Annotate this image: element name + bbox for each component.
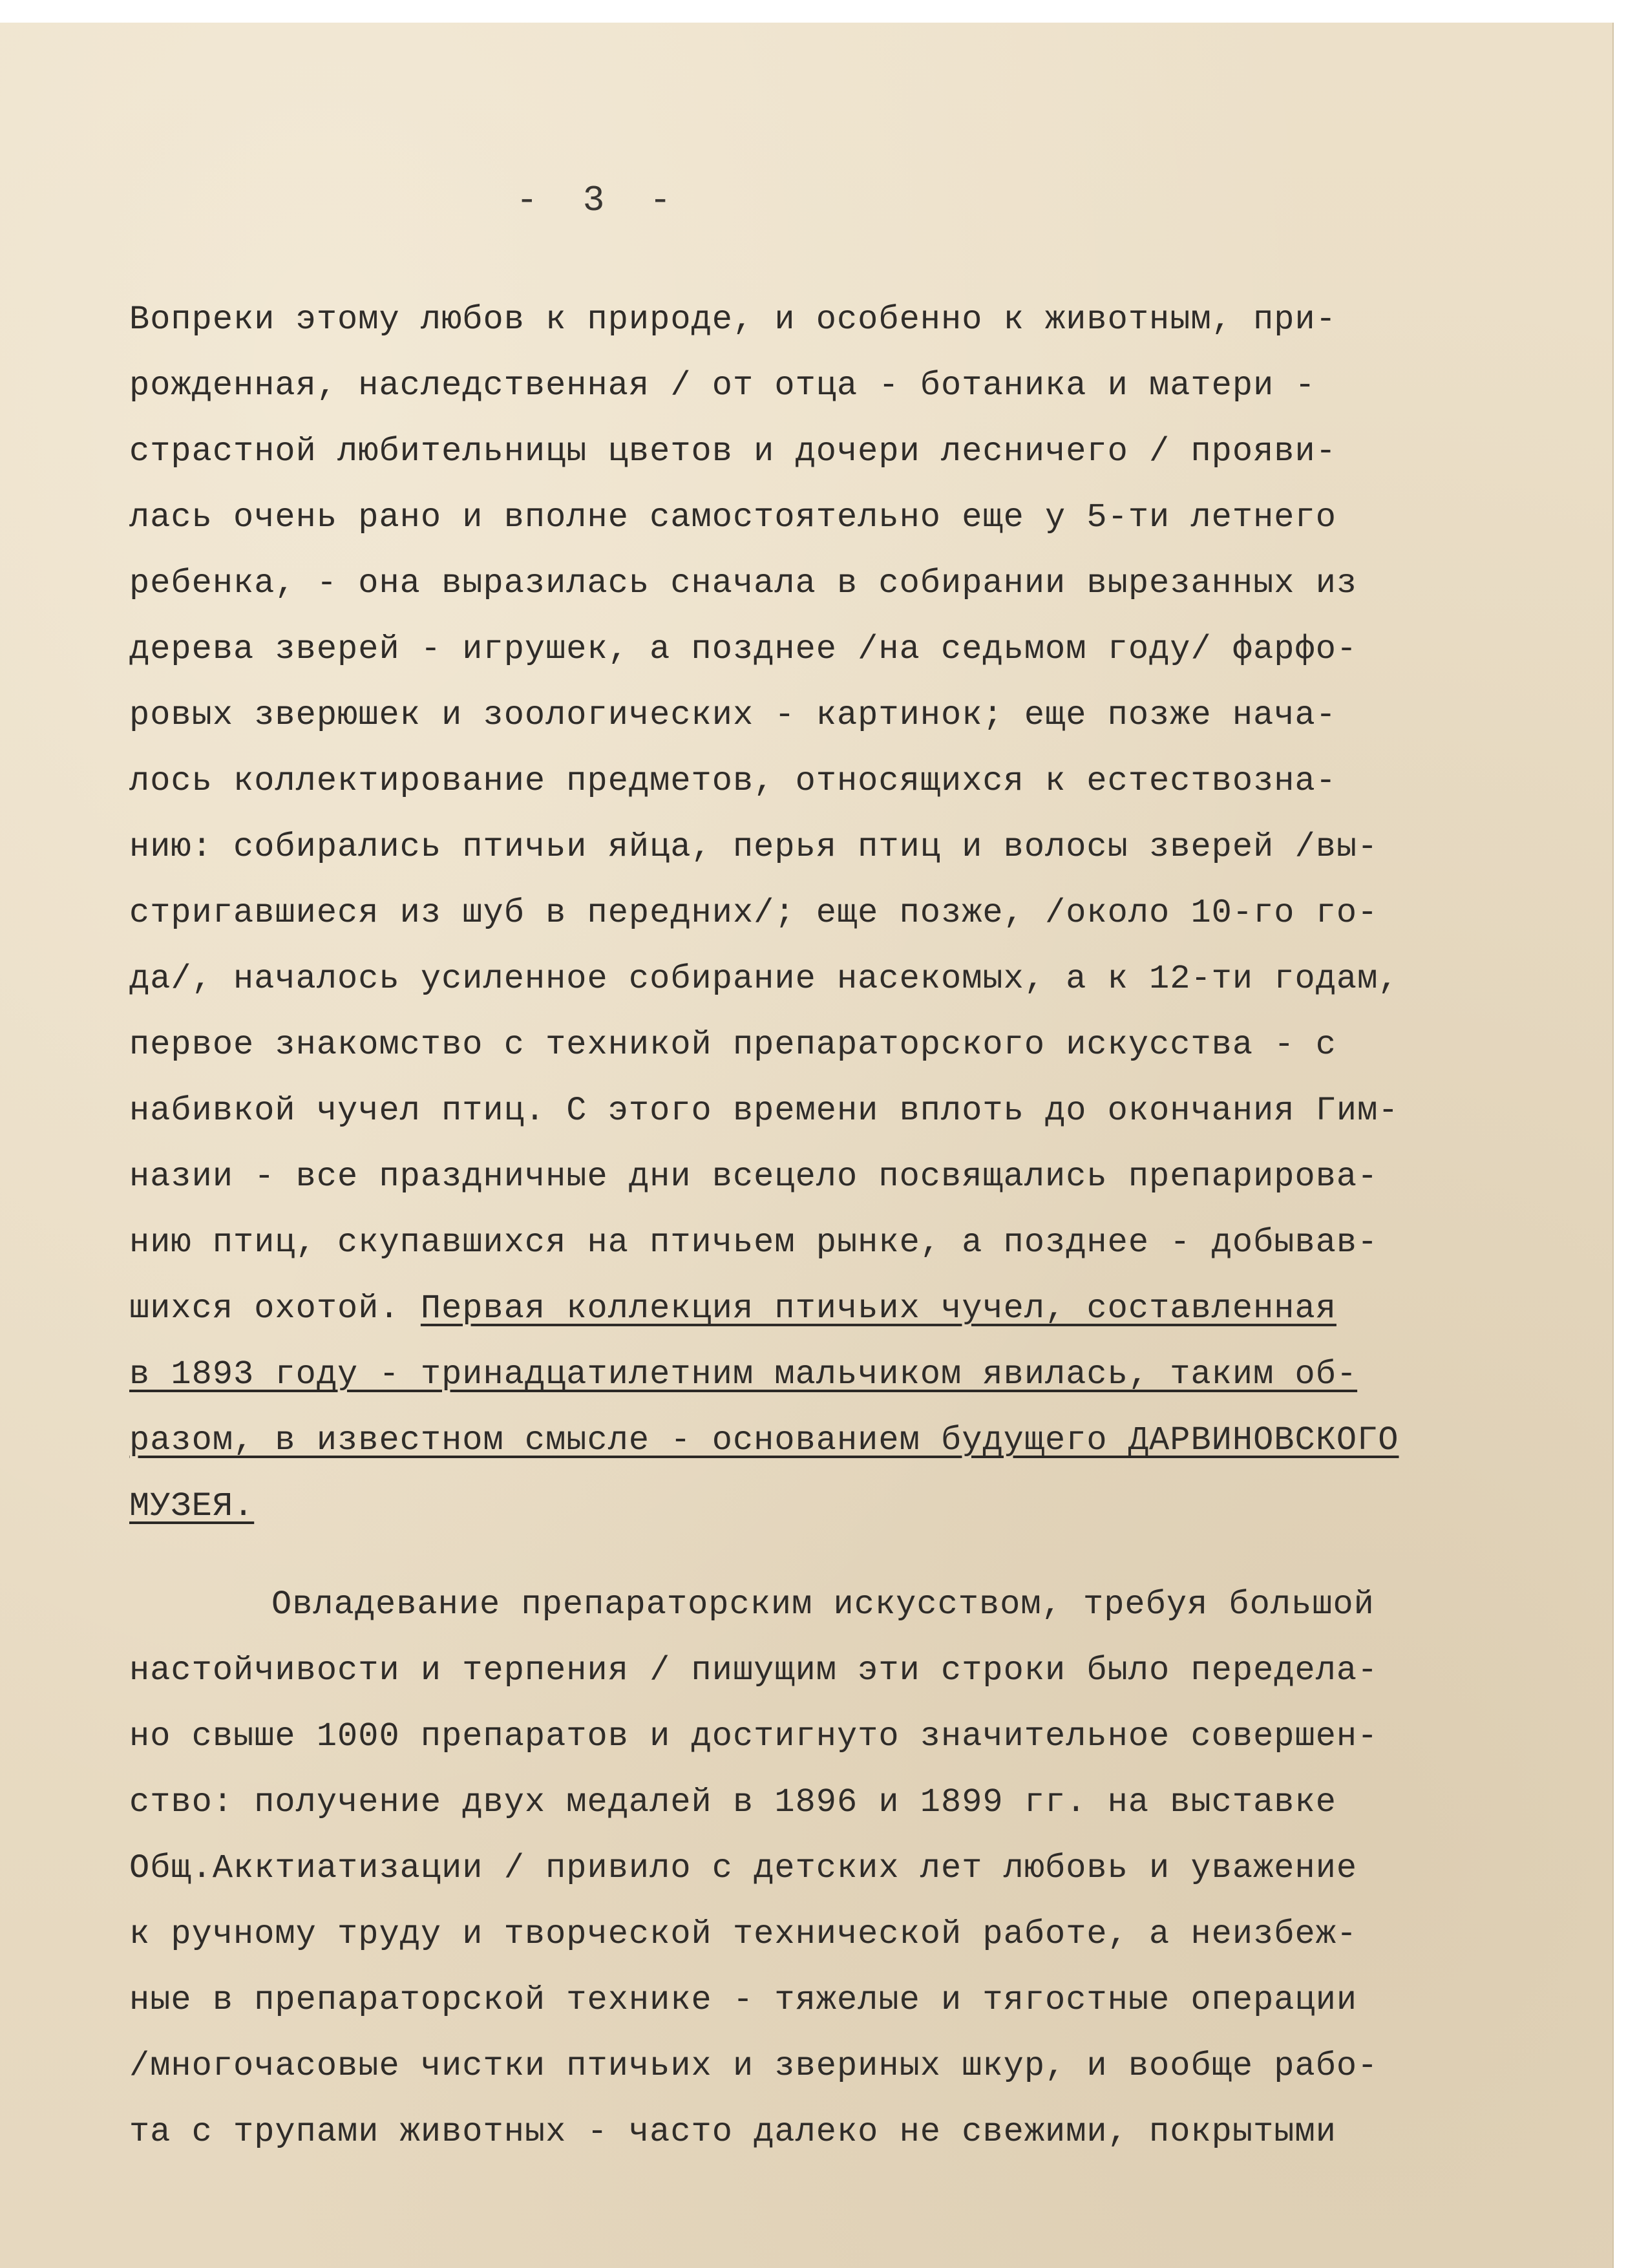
- text-line: страстной любительницы цветов и дочери лесничего / прояви-: [129, 432, 1336, 471]
- text-line: стригавшиеся из шуб в передних/; еще позже, /около 10-го го-: [129, 894, 1379, 932]
- page-number: - 3 -: [516, 180, 683, 221]
- text-line: ство: получение двух медалей в 1896 и 1899 гг. на выставке: [129, 1783, 1336, 1821]
- underlined-text-line: МУЗЕЯ.: [129, 1487, 255, 1525]
- typewritten-page: [0, 23, 1612, 2268]
- text-line: назии - все праздничные дни всецело посвящались препарирова-: [129, 1158, 1379, 1196]
- text-line: ровых зверюшек и зоологических - картинок; еще позже нача-: [129, 696, 1336, 734]
- text-line: к ручному труду и творческой технической работе, а неизбеж-: [129, 1915, 1358, 1953]
- text-line: лось коллектирование предметов, относящихся к естествозна-: [129, 762, 1336, 800]
- text-line: нию: собирались птичьи яйца, перья птиц и волосы зверей /вы-: [129, 828, 1379, 866]
- text-line: дерева зверей - игрушек, а позднее /на седьмом году/ фарфо-: [129, 630, 1358, 668]
- paragraph-2: [0, 23, 1612, 2268]
- text-line: настойчивости и терпения / пишущим эти строки было передела-: [129, 1651, 1379, 1690]
- text-line: /многочасовые чистки птичьих и звериных шкур, и вообще рабо-: [129, 2047, 1379, 2085]
- text-line: да/, началось усиленное собирание насекомых, а к 12-ти годам,: [129, 960, 1399, 998]
- text-line: нию птиц, скупавшихся на птичьем рынке, а позднее - добывав-: [129, 1224, 1379, 1262]
- text-line: та с трупами животных - часто далеко не свежими, покрытыми: [129, 2113, 1336, 2151]
- underlined-text-line: в 1893 году - тринадцатилетним мальчиком явилась, таким об-: [129, 1355, 1358, 1394]
- text-line: рожденная, наследственная / от отца - ботаника и матери -: [129, 366, 1316, 405]
- underlined-text-line: разом, в известном смысле - основанием будущего ДАРВИНОВСКОГО: [129, 1421, 1399, 1459]
- text-line: Общ.Акктиатизации / привило с детских лет любовь и уважение: [129, 1849, 1358, 1887]
- text-line: ные в препараторской технике - тяжелые и тягостные операции: [129, 1981, 1358, 2019]
- text-line: но свыше 1000 препаратов и достигнуто значительное совершен-: [129, 1717, 1379, 1755]
- text-line: набивкой чучел птиц. С этого времени вплоть до окончания Гим-: [129, 1092, 1399, 1130]
- text-line: ребенка, - она выразилась сначала в собирании вырезанных из: [129, 564, 1358, 602]
- text-segment: шихся охотой.: [129, 1289, 400, 1328]
- text-line: лась очень рано и вполне самостоятельно еще у 5-ти летнего: [129, 498, 1336, 536]
- underlined-text: Первая коллекция птичьих чучел, составленная: [420, 1289, 1336, 1328]
- text-line-indented: Овладевание препараторским искусством, требуя большой: [271, 1585, 1375, 1624]
- text-line: первое знакомство с техникой препараторского искусства - с: [129, 1026, 1336, 1064]
- text-line: Вопреки этому любов к природе, и особенно к животным, при-: [129, 301, 1336, 339]
